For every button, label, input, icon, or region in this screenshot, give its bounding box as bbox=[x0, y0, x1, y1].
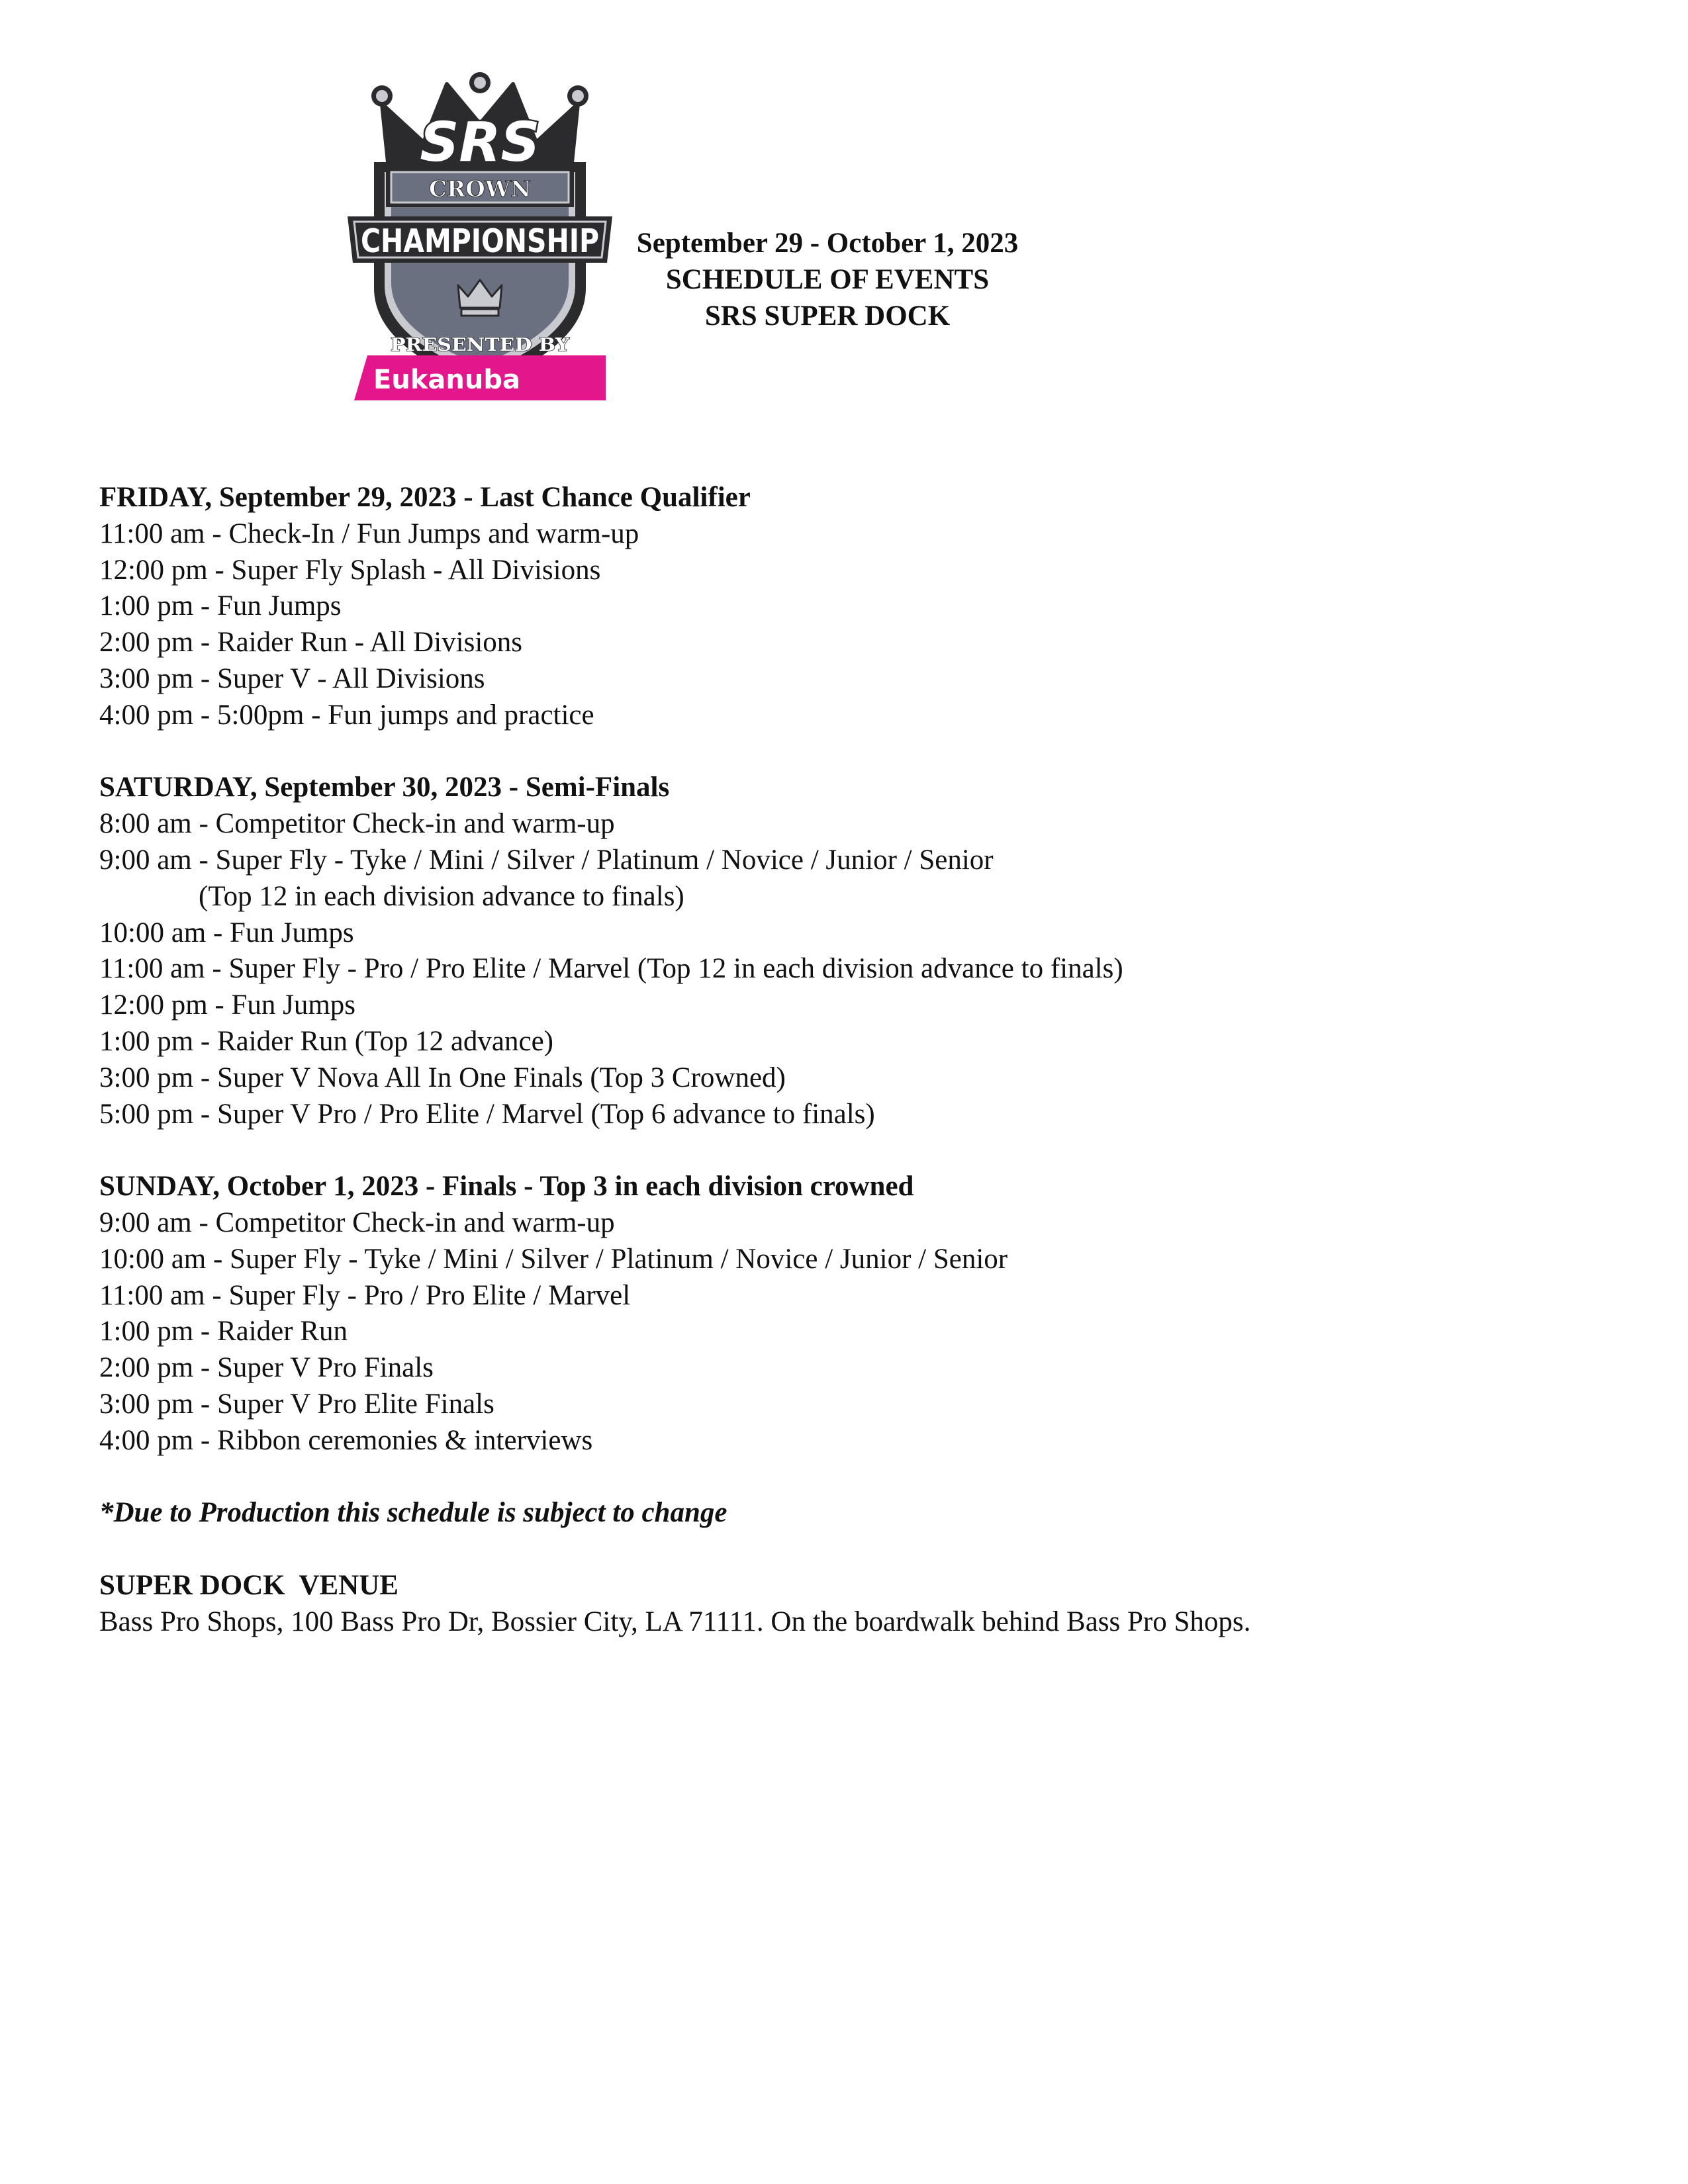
logo-crown-text: CROWN bbox=[428, 176, 532, 203]
schedule-item: 12:00 pm - Super Fly Splash - All Divisions bbox=[99, 554, 601, 586]
schedule-item: 3:00 pm - Super V Nova All In One Finals (Top 3 Crowned) bbox=[99, 1062, 786, 1093]
schedule-item: 1:00 pm - Raider Run (Top 12 advance) bbox=[99, 1025, 554, 1057]
schedule-item: 1:00 pm - Fun Jumps bbox=[99, 590, 342, 622]
schedule-item: 3:00 pm - Super V Pro Elite Finals bbox=[99, 1388, 494, 1420]
venue-heading: SUPER DOCK VENUE bbox=[99, 1569, 399, 1601]
srs-crown-championship-logo bbox=[348, 69, 612, 404]
schedule-item-note: (Top 12 in each division advance to finals) bbox=[199, 880, 684, 912]
schedule-item: 2:00 pm - Raider Run - All Divisions bbox=[99, 627, 523, 659]
schedule-item: 11:00 am - Super Fly - Pro / Pro Elite / Marvel (Top 12 in each division advance to finals) bbox=[99, 953, 1123, 985]
schedule-title: SCHEDULE OF EVENTS bbox=[665, 264, 990, 295]
venue-title: SRS SUPER DOCK bbox=[704, 300, 951, 332]
logo-sponsor: Eukanuba bbox=[373, 365, 520, 395]
schedule-item: 8:00 am - Competitor Check-in and warm-up bbox=[99, 808, 615, 840]
schedule-item: 10:00 am - Fun Jumps bbox=[99, 917, 354, 948]
schedule-item: 1:00 pm - Raider Run bbox=[99, 1316, 348, 1347]
schedule-item: 9:00 am - Super Fly - Tyke / Mini / Silver / Platinum / Novice / Junior / Senior bbox=[99, 844, 994, 876]
event-header bbox=[583, 225, 1072, 334]
saturday-heading: SATURDAY, September 30, 2023 - Semi-Finals bbox=[99, 772, 670, 803]
schedule-item: 9:00 am - Competitor Check-in and warm-up bbox=[99, 1206, 615, 1238]
schedule-body bbox=[99, 480, 1589, 1641]
schedule-item: 2:00 pm - Super V Pro Finals bbox=[99, 1352, 434, 1384]
sunday-heading: SUNDAY, October 1, 2023 - Finals - Top 3 in each division crowned bbox=[99, 1171, 914, 1203]
schedule-item: 12:00 pm - Fun Jumps bbox=[99, 989, 356, 1021]
schedule-item: 4:00 pm - 5:00pm - Fun jumps and practice bbox=[99, 699, 594, 731]
logo-brand-text: SRS bbox=[420, 111, 540, 174]
venue-address: Bass Pro Shops, 100 Bass Pro Dr, Bossier City, LA 71111. On the boardwalk behind Bass Pro Shops. bbox=[99, 1606, 1251, 1637]
event-dates: September 29 - October 1, 2023 bbox=[636, 228, 1019, 259]
logo-presented-by: PRESENTED BY bbox=[391, 335, 570, 355]
schedule-change-note: *Due to Production this schedule is subject to change bbox=[99, 1497, 727, 1529]
schedule-item: 11:00 am - Check-In / Fun Jumps and warm-up bbox=[99, 518, 639, 549]
schedule-item: 11:00 am - Super Fly - Pro / Pro Elite / Marvel bbox=[99, 1279, 631, 1311]
friday-heading: FRIDAY, September 29, 2023 - Last Chance Qualifier bbox=[99, 482, 751, 513]
schedule-item: 3:00 pm - Super V - All Divisions bbox=[99, 662, 485, 694]
schedule-item: 4:00 pm - Ribbon ceremonies & interviews bbox=[99, 1424, 593, 1456]
schedule-item: 10:00 am - Super Fly - Tyke / Mini / Silver / Platinum / Novice / Junior / Senior bbox=[99, 1243, 1008, 1275]
schedule-item: 5:00 pm - Super V Pro / Pro Elite / Marvel (Top 6 advance to finals) bbox=[99, 1098, 875, 1130]
logo-title-text: CHAMPIONSHIP bbox=[361, 222, 599, 260]
